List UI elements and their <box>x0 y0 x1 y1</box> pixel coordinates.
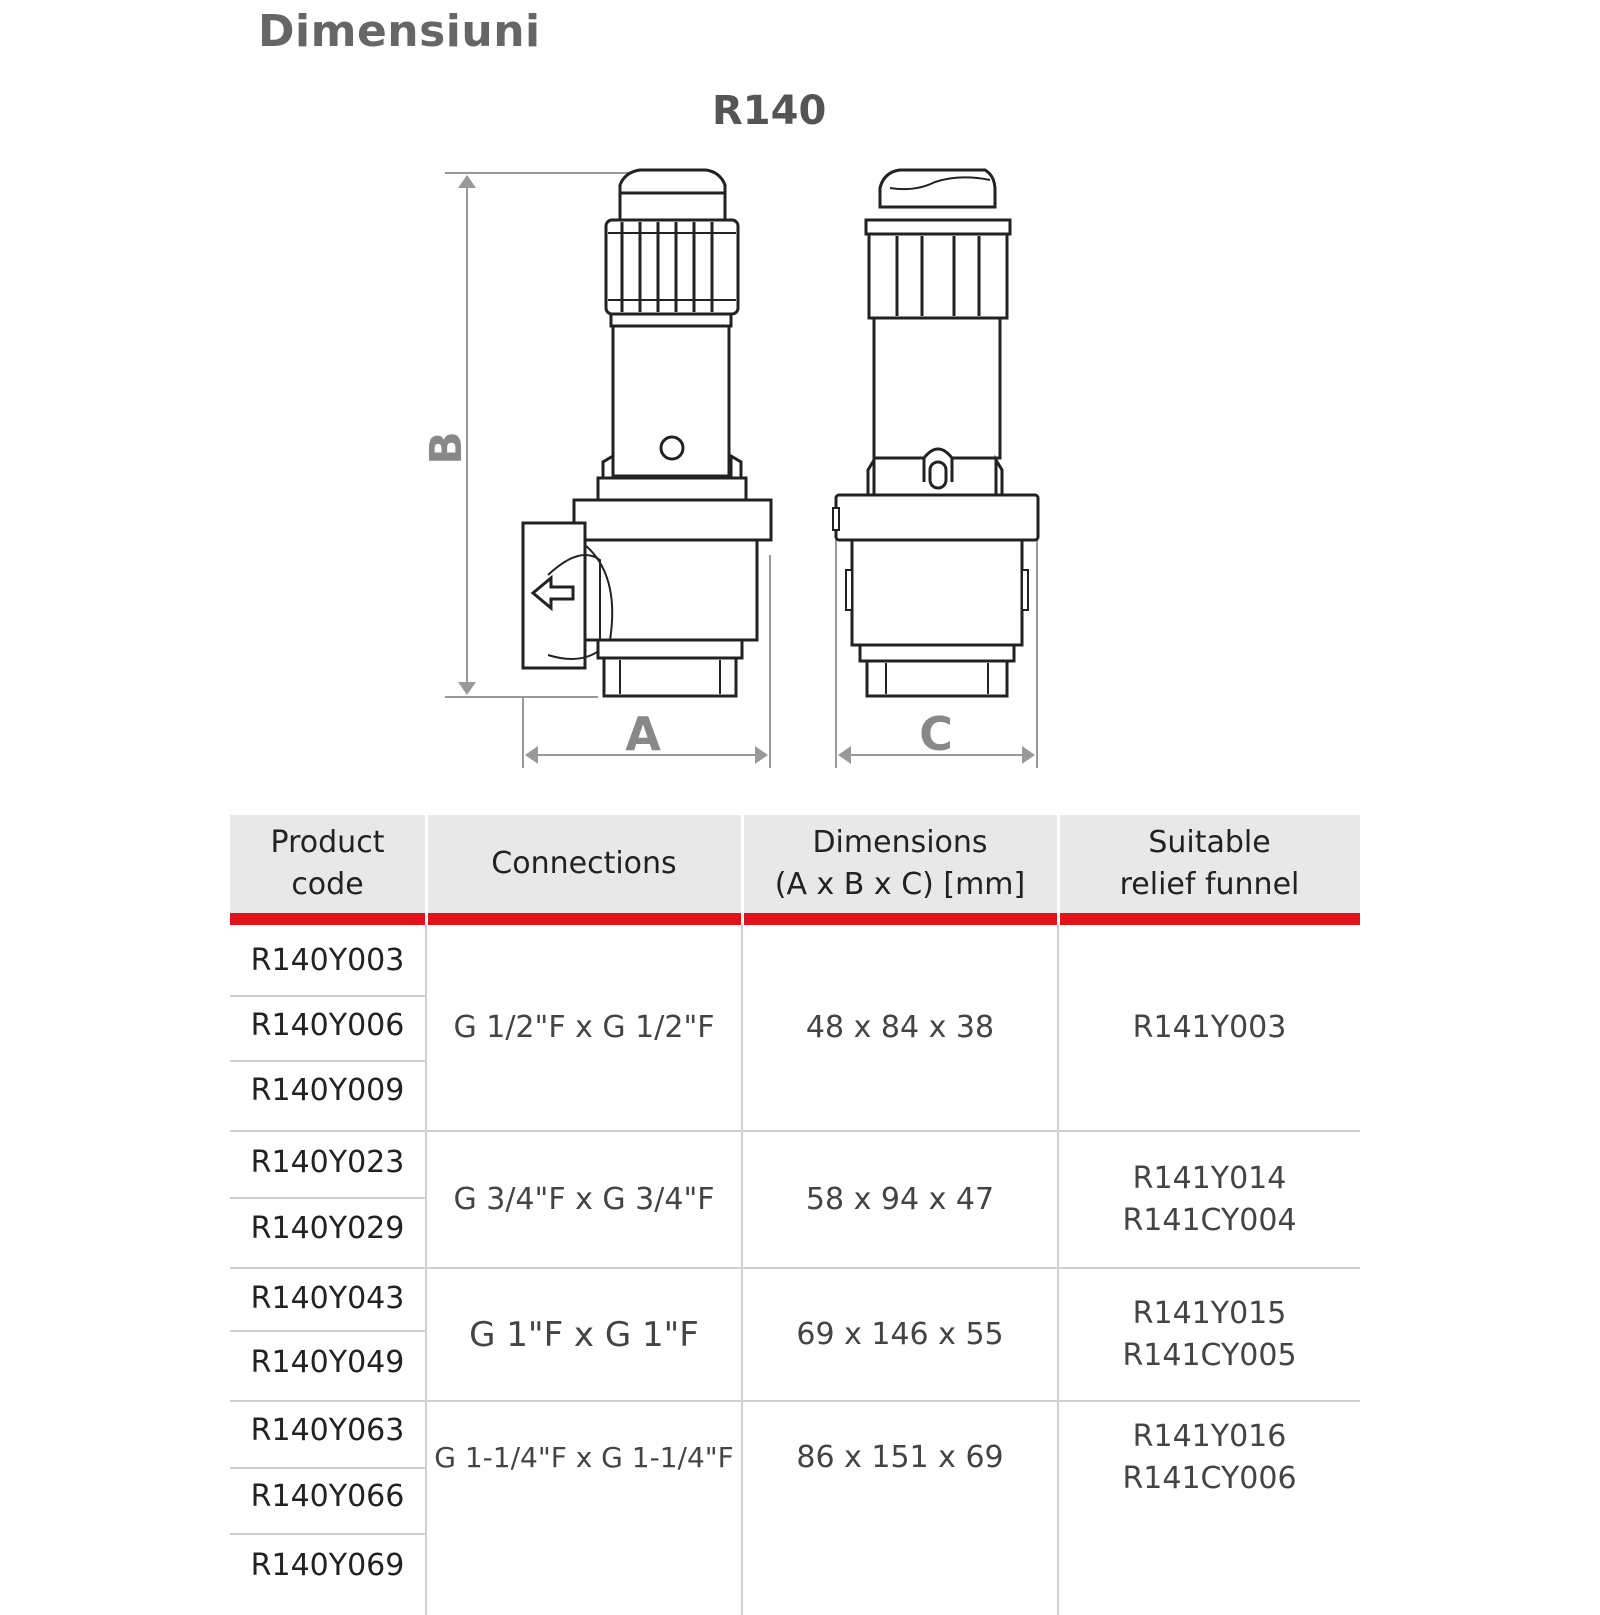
label-c: C <box>919 707 953 761</box>
dimensions-value: 69 x 146 x 55 <box>796 1316 1004 1352</box>
funnel-cell <box>1059 1402 1360 1514</box>
connections-value: G 1"F x G 1"F <box>469 1314 699 1355</box>
model-title: R140 <box>712 88 827 134</box>
header-relief-funnel <box>1059 815 1360 913</box>
connections-cell <box>427 1132 741 1267</box>
header-product-code <box>230 815 425 913</box>
header-dimensions-line2: (A x B x C) [mm] <box>774 867 1026 902</box>
connections-cell <box>427 1269 741 1400</box>
dimension-drawing <box>0 0 1600 790</box>
dimensions-cell <box>743 1402 1057 1514</box>
product-code: R140Y003 <box>250 943 405 978</box>
header-funnel-line2: relief funnel <box>1119 867 1300 902</box>
funnel-value: R141Y016 <box>1132 1419 1287 1454</box>
funnel-value: R141Y003 <box>1132 1009 1287 1045</box>
product-code: R140Y043 <box>250 1281 405 1316</box>
dimensions-cell <box>743 925 1057 1130</box>
connections-value: G 3/4"F x G 3/4"F <box>453 1181 715 1217</box>
funnel-cell <box>1059 1132 1360 1267</box>
product-code: R140Y006 <box>250 1008 405 1043</box>
product-code: R140Y009 <box>250 1073 405 1108</box>
header-divider <box>425 815 428 925</box>
funnel-cell <box>1059 1269 1360 1400</box>
dimensions-value: 86 x 151 x 69 <box>796 1440 1004 1475</box>
funnel-value: R141Y014 <box>1132 1160 1287 1196</box>
label-b: B <box>421 431 472 465</box>
header-dimensions <box>743 815 1057 913</box>
dimensions-value: 48 x 84 x 38 <box>805 1009 995 1045</box>
connections-cell <box>427 1402 741 1514</box>
product-code: R140Y069 <box>250 1548 405 1583</box>
header-connections-label: Connections <box>491 846 677 881</box>
product-code: R140Y029 <box>250 1211 405 1246</box>
row-divider <box>230 1197 425 1199</box>
dimensions-cell <box>743 1269 1057 1400</box>
row-divider <box>230 1467 425 1469</box>
connections-value: G 1-1/4"F x G 1-1/4"F <box>434 1441 734 1474</box>
dimensions-cell <box>743 1132 1057 1267</box>
row-divider <box>230 1330 425 1332</box>
funnel-value: R141CY004 <box>1122 1202 1297 1238</box>
product-code: R140Y049 <box>250 1345 405 1380</box>
row-divider <box>230 1533 425 1535</box>
row-divider <box>230 995 425 997</box>
product-code: R140Y066 <box>250 1479 405 1514</box>
dimensions-value: 58 x 94 x 47 <box>805 1181 995 1217</box>
section-title: Dimensiuni <box>258 6 541 57</box>
funnel-value: R141CY006 <box>1122 1461 1297 1496</box>
product-code: R140Y063 <box>250 1413 405 1448</box>
connections-cell <box>427 925 741 1130</box>
funnel-cell <box>1059 925 1360 1130</box>
funnel-value: R141Y015 <box>1132 1295 1287 1331</box>
product-code: R140Y023 <box>250 1145 405 1180</box>
side-view-valve-drawing <box>523 170 771 696</box>
header-product-code-label: Product code <box>270 825 385 902</box>
label-a: A <box>625 707 661 761</box>
header-divider <box>741 815 744 925</box>
header-connections <box>427 815 741 913</box>
front-view-valve-drawing <box>833 170 1038 696</box>
header-funnel-line1: Suitable <box>1148 825 1271 860</box>
funnel-value: R141CY005 <box>1122 1337 1297 1373</box>
header-accent-bar <box>230 913 1360 925</box>
header-divider <box>1057 815 1060 925</box>
row-divider <box>230 1060 425 1062</box>
header-dimensions-line1: Dimensions <box>812 825 988 860</box>
connections-value: G 1/2"F x G 1/2"F <box>453 1009 715 1045</box>
